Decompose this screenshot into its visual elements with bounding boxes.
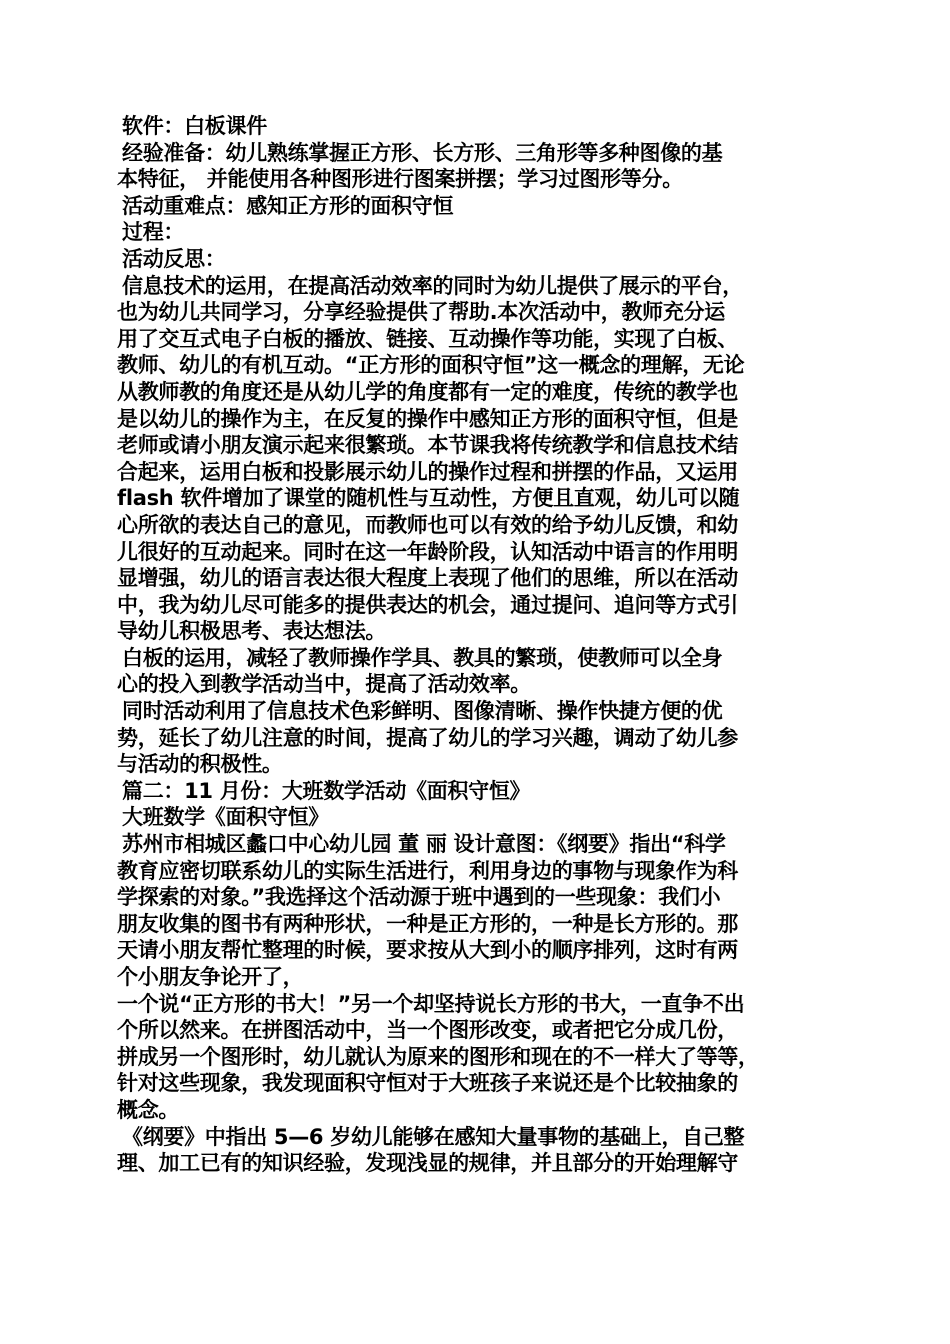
text-line: 个所以然来。在拼图活动中，当一个图形改变，或者把它分成几份， (117, 1018, 738, 1043)
text-line: 势，延长了幼儿注意的时间，提高了幼儿的学习兴趣，调动了幼儿参 (117, 725, 738, 750)
text-line: 朋友收集的图书有两种形状，一种是正方形的，一种是长方形的。那 (117, 911, 738, 936)
text-line: 软件：白板课件 (122, 114, 267, 138)
text-line: 一个说“正方形的书大！”另一个却坚持说长方形的书大，一直争不出 (117, 991, 745, 1016)
text-line: 大班数学《面积守恒》 (122, 805, 329, 830)
text-line: 篇二：11 月份：大班数学活动《面积守恒》 (122, 778, 531, 803)
text-line: 经验准备：幼儿熟练掌握正方形、长方形、三角形等多种图像的基 (122, 140, 723, 165)
text-line: 个小朋友争论开了， (117, 965, 304, 989)
text-line: 过程： (122, 220, 185, 245)
text-line: 也为幼儿共同学习，分享经验提供了帮助.本次活动中，教师充分运 (117, 300, 725, 325)
text-line: 教师、幼儿的有机互动。“正方形的面积守恒”这一概念的理解，无论 (117, 353, 745, 378)
text-line: 心的投入到教学活动当中，提高了活动效率。 (117, 672, 531, 697)
text-line: 天请小朋友帮忙整理的时候，要求按从大到小的顺序排列，这时有两 (117, 938, 738, 963)
text-line: 心所欲的表达自己的意见，而教师也可以有效的给予幼儿反馈，和幼 (117, 512, 738, 537)
text-line: 导幼儿积极思考、表达想法。 (117, 619, 387, 644)
text-line: 学探索的对象。”我选择这个活动源于班中遇到的一些现象：我们小 (117, 885, 721, 910)
document-body (117, 113, 839, 1177)
text-line: 信息技术的运用，在提高活动效率的同时为幼儿提供了展示的平台， (122, 273, 743, 298)
text-line: 拼成另一个图形时，幼儿就认为原来的图形和现在的不一样大了等等， (117, 1044, 759, 1069)
text-line: 从教师教的角度还是从幼儿学的角度都有一定的难度，传统的教学也 (117, 379, 738, 404)
text-line: 《纲要》中指出 5—6 岁幼儿能够在感知大量事物的基础上，自己整 (122, 1124, 745, 1149)
text-line: 理、加工已有的知识经验，发现浅显的规律，并且部分的开始理解守 (117, 1151, 738, 1176)
text-line: 与活动的积极性。 (117, 752, 283, 777)
text-line: 儿很好的互动起来。同时在这一年龄阶段，认知活动中语言的作用明 (117, 539, 738, 564)
text-line: 苏州市相城区蠡口中心幼儿园 董 丽 设计意图：《纲要》指出“科学 (122, 832, 726, 857)
text-line: 教育应密切联系幼儿的实际生活进行，利用身边的事物与现象作为科 (117, 858, 738, 883)
text-line: 本特征， 并能使用各种图形进行图案拼摆；学习过图形等分。 (117, 167, 683, 192)
text-line: flash 软件增加了课堂的随机性与互动性，方便且直观，幼儿可以随 (117, 486, 740, 511)
text-line: 用了交互式电子白板的播放、链接、互动操作等功能，实现了白板、 (117, 326, 738, 351)
text-line: 活动反思： (122, 246, 226, 271)
text-line: 同时活动利用了信息技术色彩鲜明、图像清晰、操作快捷方便的优 (122, 699, 723, 724)
text-line: 中，我为幼儿尽可能多的提供表达的机会，通过提问、追问等方式引 (117, 592, 738, 617)
text-line: 合起来，运用白板和投影展示幼儿的操作过程和拼摆的作品，又运用 (117, 459, 738, 484)
text-line: 活动重难点：感知正方形的面积守恒 (122, 193, 454, 218)
text-line: 是以幼儿的操作为主，在反复的操作中感知正方形的面积守恒，但是 (117, 406, 738, 431)
text-line: 老师或请小朋友演示起来很繁琐。本节课我将传统教学和信息技术结 (117, 433, 738, 458)
text-line: 概念。 (117, 1097, 180, 1122)
text-line: 白板的运用，减轻了教师操作学具、教具的繁琐，使教师可以全身 (122, 645, 723, 670)
text-line: 针对这些现象，我发现面积守恒对于大班孩子来说还是个比较抽象的 (117, 1071, 738, 1096)
text-line: 显增强，幼儿的语言表达很大程度上表现了他们的思维，所以在活动 (117, 566, 738, 591)
